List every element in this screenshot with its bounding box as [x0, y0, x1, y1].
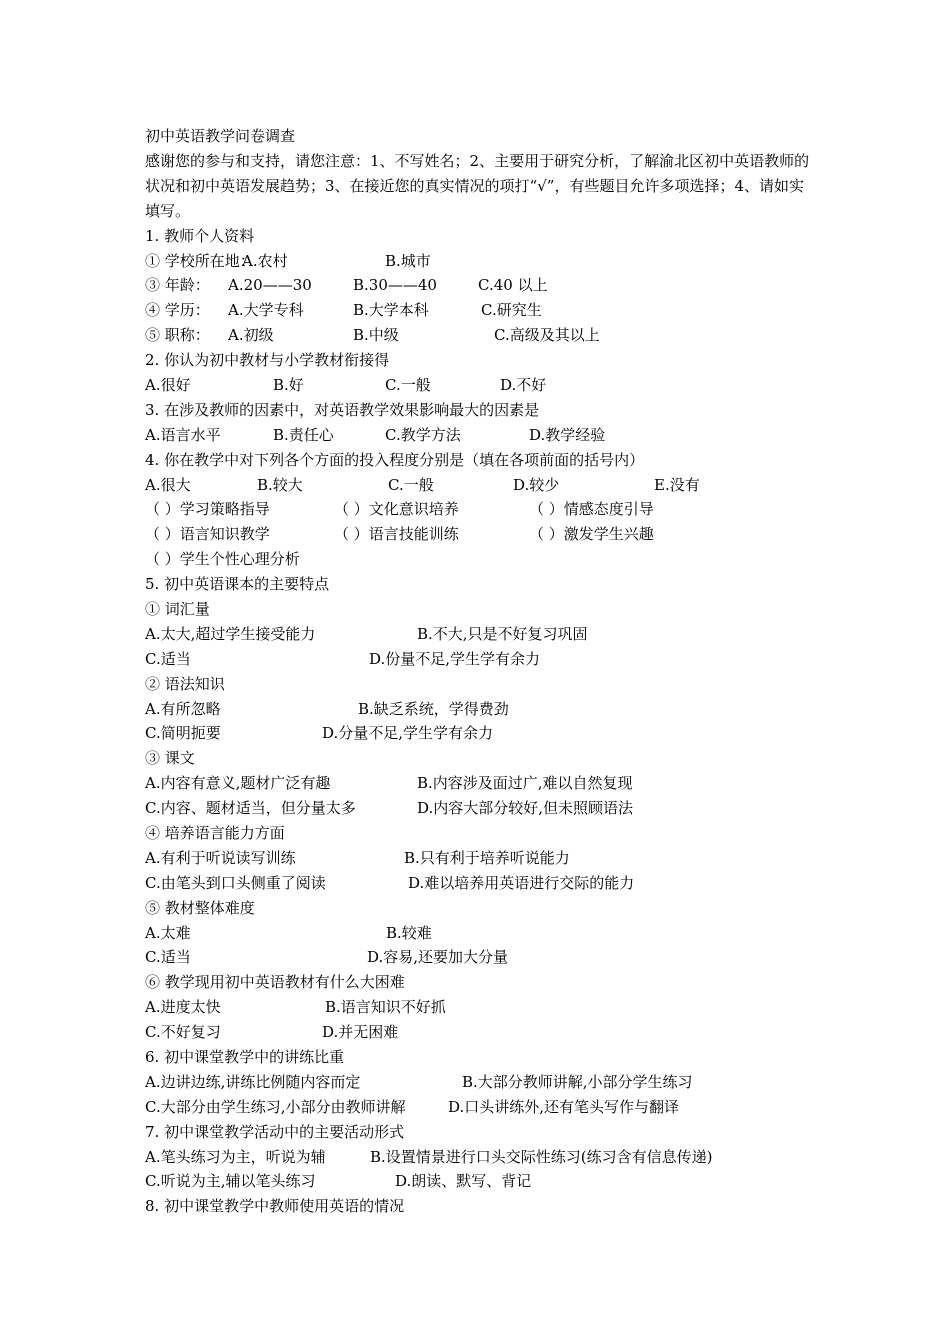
q5-s6-option-a: A.进度太快: [145, 998, 221, 1017]
document-title: 初中英语教学问卷调查: [145, 127, 296, 145]
q5-s6-option-d: D.并无困难: [322, 1023, 399, 1042]
q4-item-attitude: （ ）情感态度引导: [529, 500, 654, 519]
q6-row-1: [145, 1070, 815, 1095]
q7-option-b: B.设置情景进行口头交际性练习(练习含有信息传递): [370, 1147, 713, 1166]
q1-age-label: ③ 年龄：: [145, 276, 210, 295]
q7-option-a: A.笔头练习为主，听说为辅: [145, 1147, 326, 1166]
q5-s6-option-b: B.语言知识不好抓: [325, 998, 446, 1017]
q1-edu-b: B.大学本科: [353, 301, 429, 320]
q5-s4-option-b: B.只有利于培养听说能力: [404, 848, 570, 867]
q7-row-1: [145, 1145, 815, 1170]
q5-s3-option-a: A.内容有意义,题材广泛有趣: [145, 774, 331, 793]
q3-option-c: C.教学方法: [385, 425, 461, 444]
q5-s3-row-2: [145, 796, 815, 821]
q1-rank-b: B.中级: [353, 326, 399, 345]
q5-s5-option-d: D.容易,还要加大分量: [367, 948, 509, 967]
q5-s2-label: ② 语法知识: [145, 674, 225, 693]
q3-option-b: B.责任心: [273, 425, 334, 444]
q6-row-2: [145, 1095, 815, 1120]
q5-s5-row-1: [145, 921, 815, 946]
q5-s4-option-a: A.有利于听说读写训练: [145, 848, 296, 867]
q5-s6-row-1: [145, 995, 815, 1020]
q5-s2-row-1: [145, 697, 815, 722]
q5-s4-option-c: C.由笔头到口头侧重了阅读: [145, 873, 326, 892]
q1-school-a: A.农村: [242, 251, 288, 270]
q1-school-row: [145, 249, 815, 274]
q1-rank-label: ⑤ 职称：: [145, 326, 210, 345]
q1-age-row: [145, 273, 815, 298]
q5-s3-row-1: [145, 771, 815, 796]
q5-s3-option-d: D.内容大部分较好,但未照顾语法: [417, 799, 634, 818]
q4-scale-e: E.没有: [654, 475, 700, 494]
q1-age-b: B.30——40: [353, 276, 437, 295]
q1-age-a: A.20——30: [228, 276, 312, 295]
q4-scale-a: A.很大: [145, 475, 191, 494]
q1-age-c: C.40 以上: [478, 276, 548, 295]
q2-option-c: C.一般: [385, 375, 431, 394]
q5-s1-option-d: D.份量不足,学生学有余力: [369, 649, 541, 668]
q4-items-row-3: [145, 547, 815, 572]
q5-s1-label: ① 词汇量: [145, 599, 210, 618]
q5-s2-option-c: C.简明扼要: [145, 724, 221, 743]
q5-s2-row-2: [145, 721, 815, 746]
q4-heading: 4. 你在教学中对下列各个方面的投入程度分别是（填在各项前面的括号内）: [145, 450, 645, 469]
q4-item-strategy: （ ）学习策略指导: [145, 500, 270, 519]
q3-option-d: D.教学经验: [529, 425, 606, 444]
q5-s1-row-2: [145, 647, 815, 672]
q6-option-d: D.口头讲练外,还有笔头写作与翻译: [448, 1097, 680, 1116]
q4-scale-c: C.一般: [388, 475, 434, 494]
q5-s5-option-a: A.太难: [145, 923, 191, 942]
q5-s5-option-c: C.适当: [145, 948, 191, 967]
q1-edu-row: [145, 298, 815, 323]
q4-items-row-2: [145, 522, 815, 547]
q5-s1-option-b: B.不大,只是不好复习巩固: [417, 624, 588, 643]
q1-school-label: ① 学校所在地：: [145, 251, 255, 270]
questionnaire: [145, 124, 815, 1219]
q4-scale-row: [145, 473, 815, 498]
q5-s3-option-c: C.内容、题材适当，但分量太多: [145, 799, 356, 818]
q4-item-psychology: （ ）学生个性心理分析: [145, 550, 300, 569]
q5-s2-option-d: D.分量不足,学生学有余力: [322, 724, 494, 743]
q7-option-d: D.朗读、默写、背记: [395, 1172, 532, 1191]
q2-option-b: B.好: [273, 375, 304, 394]
q1-school-b: B.城市: [385, 251, 431, 270]
q6-option-c: C.大部分由学生练习,小部分由教师讲解: [145, 1097, 406, 1116]
q2-option-a: A.很好: [145, 375, 191, 394]
q1-rank-c: C.高级及其以上: [494, 326, 600, 345]
q5-s5-option-b: B.较难: [386, 923, 432, 942]
q2-option-d: D.不好: [500, 375, 547, 394]
q4-scale-d: D.较少: [513, 475, 560, 494]
q5-s5-row-2: [145, 945, 815, 970]
q6-option-b: B.大部分教师讲解,小部分学生练习: [462, 1072, 693, 1091]
q3-heading: 3. 在涉及教师的因素中，对英语教学效果影响最大的因素是: [145, 400, 540, 419]
q4-item-culture: （ ）文化意识培养: [334, 500, 459, 519]
q4-scale-b: B.较大: [257, 475, 303, 494]
q5-s3-label: ③ 课文: [145, 749, 195, 768]
intro-paragraph: 感谢您的参与和支持，请您注意：1、不写姓名；2、主要用于研究分析，了解渝北区初中英语教师的状况和初中英语发展趋势；3、在接近您的真实情况的项打“√”，有些题目允许多项选择；4、请如实填写。: [145, 151, 810, 220]
q1-edu-c: C.研究生: [481, 301, 542, 320]
q5-s1-option-c: C.适当: [145, 649, 191, 668]
q1-rank-a: A.初级: [228, 326, 274, 345]
q1-heading: 1. 教师个人资料: [145, 226, 255, 245]
q5-s1-row-1: [145, 622, 815, 647]
q5-s2-option-a: A.有所忽略: [145, 699, 221, 718]
q5-s4-row-1: [145, 846, 815, 871]
q7-row-2: [145, 1169, 815, 1194]
q5-s6-row-2: [145, 1020, 815, 1045]
q1-edu-label: ④ 学历：: [145, 301, 210, 320]
q4-items-row-1: [145, 497, 815, 522]
q3-options-row: [145, 423, 815, 448]
q4-item-knowledge: （ ）语言知识教学: [145, 525, 270, 544]
q7-heading: 7. 初中课堂教学活动中的主要活动形式: [145, 1122, 405, 1141]
q8-heading: 8. 初中课堂教学中教师使用英语的情况: [145, 1197, 405, 1216]
q2-heading: 2. 你认为初中教材与小学教材衔接得: [145, 351, 390, 370]
q5-s1-option-a: A.太大,超过学生接受能力: [145, 624, 316, 643]
q2-options-row: [145, 373, 815, 398]
q6-heading: 6. 初中课堂教学中的讲练比重: [145, 1048, 345, 1066]
q5-s6-option-c: C.不好复习: [145, 1023, 221, 1042]
q4-item-skills: （ ）语言技能训练: [334, 525, 459, 544]
q5-s2-option-b: B.缺乏系统，学得费劲: [358, 699, 509, 718]
q3-option-a: A.语言水平: [145, 425, 221, 444]
q5-s5-label: ⑤ 教材整体难度: [145, 898, 255, 917]
q6-option-a: A.边讲边练,讲练比例随内容而定: [145, 1072, 361, 1091]
q1-rank-row: [145, 323, 815, 348]
q5-s4-option-d: D.难以培养用英语进行交际的能力: [408, 873, 635, 892]
q5-s3-option-b: B.内容涉及面过广,难以自然复现: [417, 774, 633, 793]
q5-heading: 5. 初中英语课本的主要特点: [145, 575, 330, 594]
q7-option-c: C.听说为主,辅以笔头练习: [145, 1172, 316, 1191]
q5-s4-row-2: [145, 871, 815, 896]
q5-s6-label: ⑥ 教学现用初中英语教材有什么大困难: [145, 973, 405, 992]
q4-item-interest: （ ）激发学生兴趣: [529, 525, 654, 544]
q1-edu-a: A.大学专科: [228, 301, 304, 320]
q5-s4-label: ④ 培养语言能力方面: [145, 823, 285, 842]
